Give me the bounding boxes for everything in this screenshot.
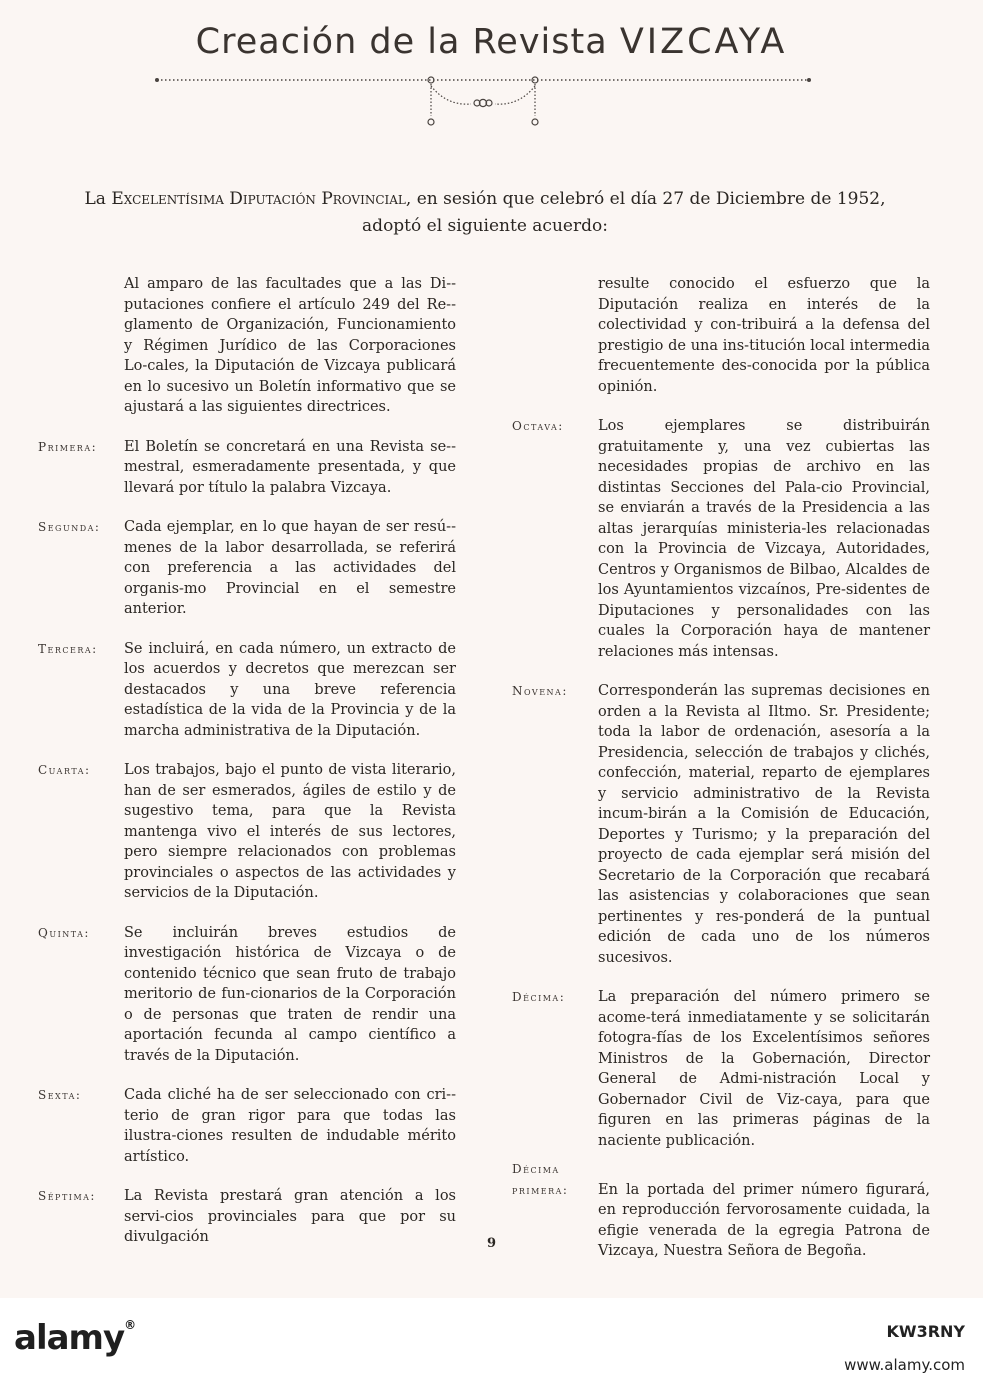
clause-text: En la portada del primer número figurará, en reproducción fervorosamente cuidada, la efigie venerada de la egregia Patrona de Vizcaya, Nuestra Señora de Begoña. xyxy=(598,1181,930,1259)
clause-decima xyxy=(512,987,930,1151)
preamble-text: Al amparo de las facultades que a las Di-putaciones confiere el artículo 249 del Re-glamento de Organización, Funcionamiento y Régimen Jurídico de las Corporaciones Lo-cales, la Diputación de Vizcaya publicará en lo sucesivo un Boletín informativo que se ajustará a las siguientes directrices. xyxy=(124,276,456,415)
preamble-paragraph xyxy=(38,274,456,418)
clause-cuarta xyxy=(38,760,456,904)
intro-statement xyxy=(40,186,930,240)
registered-mark: ® xyxy=(124,1318,136,1332)
intro-lead: La xyxy=(84,189,106,209)
continuation-text: resulte conocido el esfuerzo que la Diputación realiza en interés de la colectividad y con-tribuirá a la defensa del prestigio de una ins-titución local intermedia frecuentemente des-conocida por la pública opinión. xyxy=(598,276,930,395)
intro-line2: adoptó el siguiente acuerdo: xyxy=(362,216,608,236)
site-url: www.alamy.com xyxy=(844,1356,965,1374)
clause-primera xyxy=(38,437,456,499)
clause-label: Octava: xyxy=(512,419,564,433)
title-prefix: Creación de la Revista xyxy=(195,22,608,62)
clause-octava xyxy=(512,416,930,662)
clause-text: Cada cliché ha de ser seleccionado con cri-terio de gran rigor para que todas las ilustra-ciones resulten de indudable mérito artístico. xyxy=(124,1087,456,1165)
logo-text: alamy xyxy=(14,1318,125,1358)
left-column xyxy=(38,274,456,1248)
clause-text: Los trabajos, bajo el punto de vista literario, han de ser esmerados, ágiles de estilo y de sugestivo tema, para que la Revista mantenga vivo el interés de sus lectores, pero siempre relacionados con problemas provinciales o aspectos de las actividades y servicios de la Diputación. xyxy=(124,762,456,901)
septima-continuation xyxy=(512,274,930,397)
clause-label: Séptima: xyxy=(38,1189,96,1203)
clause-text: Corresponderán las supremas decisiones en orden a la Revista al Iltmo. Sr. Presidente; toda la labor de ordenación, asesoría a la Presidencia, selección de trabajos y clichés, confección, material, reparto de ejemplares y servicio administrativo de la Revista incum-birán a la Comisión de Educación, Deportes y Turismo; y la preparación del proyecto de cada ejemplar será misión del Secretario de la Corporación que recabará las asistencias y colaboraciones que sean pertinentes y res-ponderá de la puntual edición de cada uno de los números sucesivos. xyxy=(598,683,930,966)
clause-tercera xyxy=(38,639,456,742)
right-column xyxy=(512,274,930,1262)
intro-line1: en sesión que celebró el día 27 de Diciembre de 1952, xyxy=(416,189,886,209)
clause-label: Segunda: xyxy=(38,520,101,534)
clause-sexta xyxy=(38,1085,456,1167)
document-title xyxy=(0,22,983,62)
clause-segunda xyxy=(38,517,456,620)
clause-label: Tercera: xyxy=(38,641,98,656)
alamy-logo xyxy=(14,1318,135,1358)
clause-novena xyxy=(512,681,930,968)
watermark-footer xyxy=(0,1298,983,1390)
clause-label: Quinta: xyxy=(38,925,90,940)
clause-label: Primera: xyxy=(38,439,98,454)
page-number: 9 xyxy=(486,1236,497,1251)
clause-label: Novena: xyxy=(512,684,568,698)
clause-text: Se incluirán breves estudios de investigación histórica de Vizcaya o de contenido técnico que sean fruto de trabajo meritorio de fun-cionarios de la Corporación o de personas que traten de rendir una aportación fecunda al campo científico a través de la Diputación. xyxy=(124,924,456,1064)
clause-text: El Boletín se concretará en una Revista se-mestral, esmeradamente presentada, y que llevará por título la palabra Vizcaya. xyxy=(124,438,456,496)
clause-label: Cuarta: xyxy=(38,763,91,777)
clause-text: Los ejemplares se distribuirán gratuitamente y, una vez cubiertas las necesidades propias de archivo en las distintas Secciones del Pala-cio Provincial, se enviarán a través de la Presidencia a las altas jerarquías ministeria-les relacionadas con la Provincia de Vizcaya, Autoridades, Centros y Organismos de Bilbao, Alcaldes de los Ayuntamientos vizcaínos, Pre-sidentes de Diputaciones y personalidades con las cuales la Corporación haya de mantener relaciones más intensas. xyxy=(598,418,930,660)
title-ornament xyxy=(155,72,811,132)
title-name: VIZCAYA xyxy=(619,22,788,62)
clause-text: La Revista prestará gran atención a los servi-cios provinciales para que por su divulgación xyxy=(124,1188,456,1245)
clause-label: Décima: xyxy=(512,990,566,1004)
clause-quinta xyxy=(38,923,456,1067)
clause-text: Se incluirá, en cada número, un extracto de los acuerdos y decretos que merezcan ser destacados y una breve referencia estadística de la vida de la Provincia y de la marcha administrativa de la Diputación. xyxy=(124,640,456,739)
clause-text: La preparación del número primero se acome-terá inmediatamente y se solicitarán fotogra-fías de los Excelentísimos señores Ministros de la Gobernación, Director General de Admi-nistración Local y Gobernador Civil de Viz-caya, para que figuren en las primeras páginas de la naciente publicación. xyxy=(598,989,930,1149)
clause-label: Sexta: xyxy=(38,1088,82,1102)
clause-label-line2: primera: xyxy=(512,1182,569,1197)
clause-label-line1: Décima xyxy=(512,1162,560,1176)
clause-text: Cada ejemplar, en lo que hayan de ser resú-menes de la labor desarrollada, se referirá con preferencia a las actividades del organis-mo Provincial en el semestre anterior. xyxy=(124,519,456,617)
intro-institution: Excelentísima Diputación Provincial, xyxy=(111,189,412,209)
image-code: KW3RNY xyxy=(886,1322,965,1341)
